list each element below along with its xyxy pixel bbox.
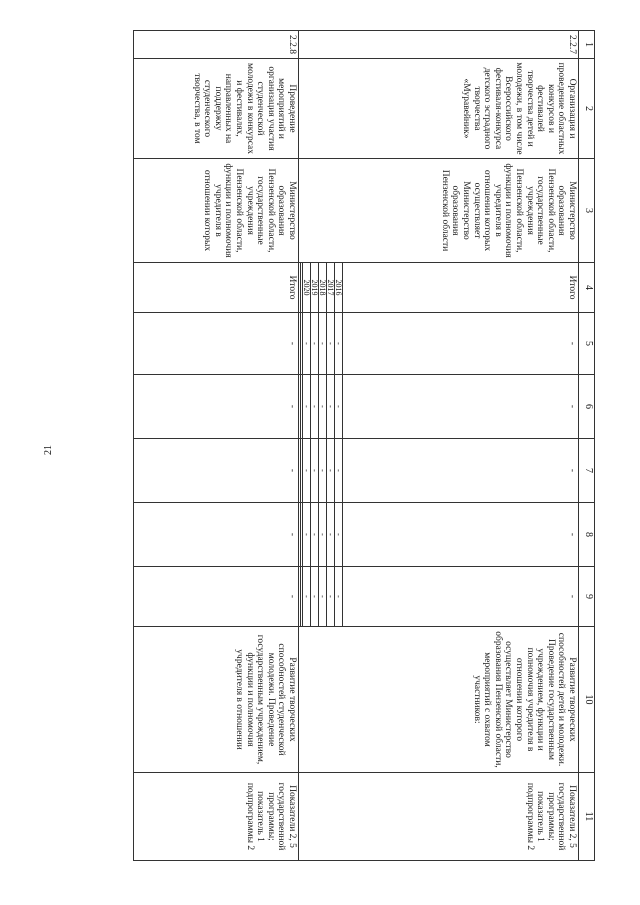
year-cell: 2017 xyxy=(327,263,335,313)
value-cell: - xyxy=(303,375,311,439)
value-cell: - xyxy=(134,439,299,503)
header-cell: 11 xyxy=(579,773,595,861)
value-cell: - xyxy=(343,503,579,567)
total-label: Итого xyxy=(343,263,579,313)
page-number: 21 xyxy=(43,445,54,455)
header-cell: 9 xyxy=(579,567,595,627)
value-cell: - xyxy=(319,567,327,627)
value-cell: - xyxy=(327,567,335,627)
value-cell: - xyxy=(319,439,327,503)
value-cell: - xyxy=(343,313,579,375)
value-cell: - xyxy=(303,313,311,375)
indicators: Показатели 2, 5 государственной программы; показатель 1 подпрограммы 2 xyxy=(134,773,299,861)
value-cell: - xyxy=(335,375,343,439)
value-cell: - xyxy=(335,439,343,503)
value-cell: - xyxy=(134,503,299,567)
executor: Министерство образования Пензенской области, государственные учреждения Пензенской области, функции и полномочия учредителя в отношении которых xyxy=(134,159,299,263)
expected-result: Развитие творческих способностей детей и молодежи. Проведение государственным учреждением, функции и полномочия учредителя в отношении которого осуществляет Министерство образования Пензенской области, мероприятий с охватом участников: xyxy=(299,627,579,773)
header-cell: 1 xyxy=(579,31,595,59)
value-cell: - xyxy=(319,313,327,375)
program-activities-table xyxy=(133,30,595,861)
header-row xyxy=(579,31,595,861)
value-cell: - xyxy=(311,313,319,375)
table-row xyxy=(134,31,299,861)
value-cell: - xyxy=(303,503,311,567)
value-cell: - xyxy=(327,313,335,375)
value-cell: - xyxy=(319,375,327,439)
header-cell: 10 xyxy=(579,627,595,773)
blank-cell xyxy=(299,567,301,627)
value-cell: - xyxy=(311,375,319,439)
value-cell: - xyxy=(327,375,335,439)
header-cell: 4 xyxy=(579,263,595,313)
activity-name: Проведение мероприятий и организация участия студенческой молодежи в конкурсах и фестивалях, направленных на поддержку студенческого творчества, в том xyxy=(134,59,299,159)
blank-cell xyxy=(299,375,301,439)
activity-name: Организация и проведение областных конкурсов и фестивалей творчества детей и молодежи, в том числе Всероссийского фестиваля-конкурса детского эстрадного творчества «Муравейник» xyxy=(299,59,579,159)
value-cell: - xyxy=(303,439,311,503)
value-cell: - xyxy=(134,375,299,439)
expected-result: Развитие творческих способностей студенческой молодежи. Проведение государственным учреждением, функции и полномочия учредителя в отношении xyxy=(134,627,299,773)
rotated-page-content xyxy=(85,30,595,860)
header-cell: 2 xyxy=(579,59,595,159)
year-cell: 2016 xyxy=(335,263,343,313)
value-cell: - xyxy=(327,439,335,503)
item-number: 2.2.7 xyxy=(299,31,579,59)
year-cell: 2019 xyxy=(311,263,319,313)
indicators: Показатели 2, 5 государственной программы; показатель 1 подпрограммы 2 xyxy=(299,773,579,861)
blank-cell xyxy=(299,313,301,375)
value-cell: - xyxy=(311,503,319,567)
value-cell: - xyxy=(134,567,299,627)
blank-cell xyxy=(299,503,301,567)
year-cell: 2018 xyxy=(319,263,327,313)
value-cell: - xyxy=(303,567,311,627)
value-cell: - xyxy=(335,567,343,627)
header-cell: 7 xyxy=(579,439,595,503)
value-cell: - xyxy=(311,567,319,627)
header-cell: 5 xyxy=(579,313,595,375)
table-row xyxy=(343,31,579,861)
blank-cell xyxy=(299,439,301,503)
value-cell: - xyxy=(311,439,319,503)
year-cell: 2020 xyxy=(303,263,311,313)
value-cell: - xyxy=(335,503,343,567)
value-cell: - xyxy=(343,375,579,439)
value-cell: - xyxy=(319,503,327,567)
header-cell: 8 xyxy=(579,503,595,567)
header-cell: 6 xyxy=(579,375,595,439)
value-cell: - xyxy=(335,313,343,375)
executor: Министерство образования Пензенской области, государственные учреждения Пензенской области, функции и полномочия учредителя в отношении которых осуществляет Министерство образования Пензенской области xyxy=(299,159,579,263)
blank-cell xyxy=(299,263,301,313)
value-cell: - xyxy=(343,567,579,627)
value-cell: - xyxy=(343,439,579,503)
value-cell: - xyxy=(134,313,299,375)
value-cell: - xyxy=(327,503,335,567)
total-label: Итого xyxy=(134,263,299,313)
item-number: 2.2.8 xyxy=(134,31,299,59)
header-cell: 3 xyxy=(579,159,595,263)
